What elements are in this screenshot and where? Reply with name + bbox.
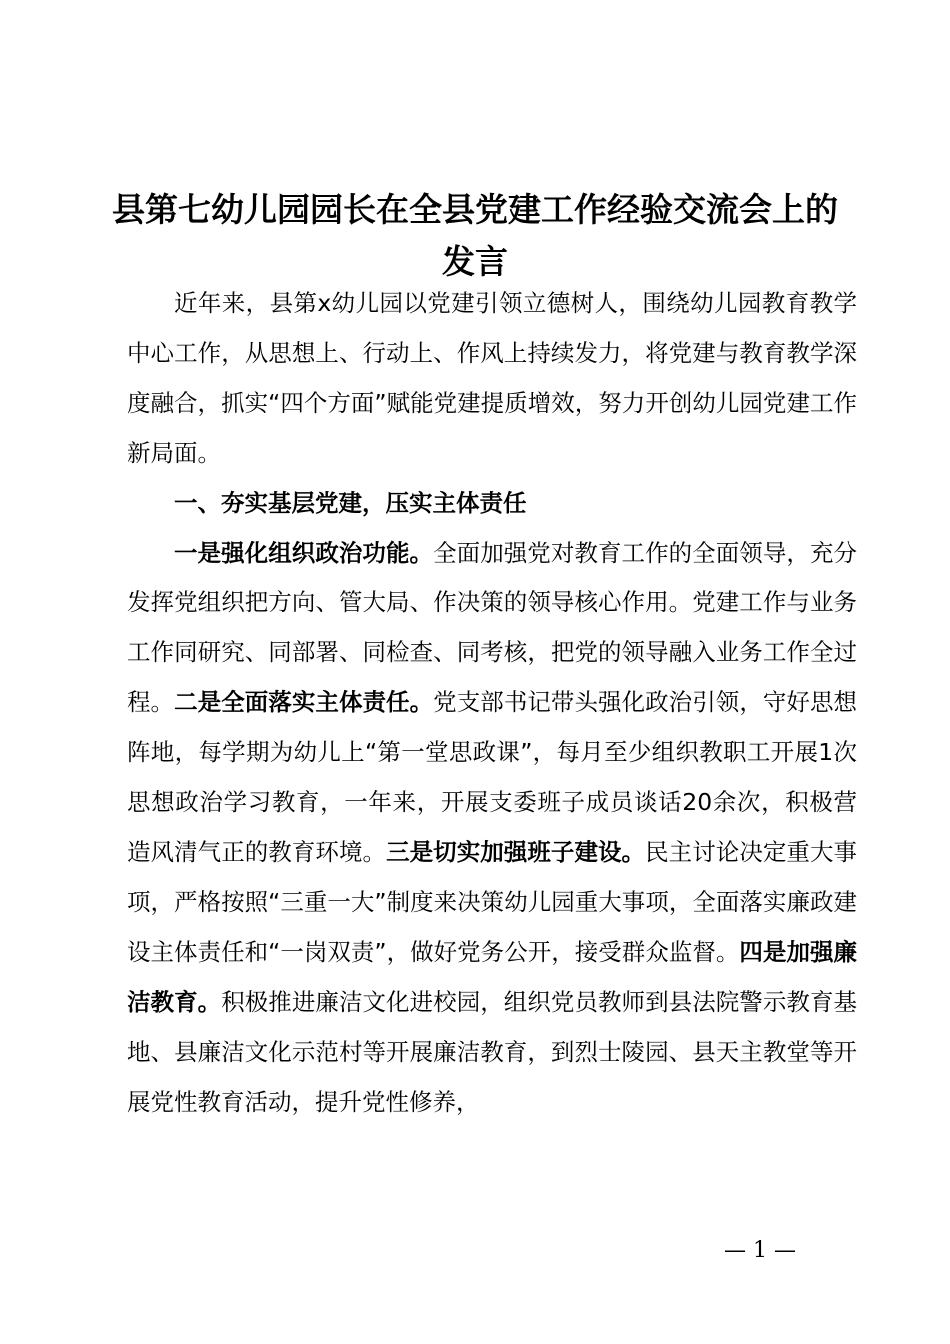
point-lead-3: 三是切实加强班子建设。 xyxy=(386,837,646,866)
intro-paragraph: 近年来，县第x幼儿园以党建引领立德树人，围绕幼儿园教育教学中心工作，从思想上、行动上、作风上持续发力，将党建与教育教学深度融合，抓实“四个方面”赋能党建提质增效，努力开创幼儿园党建工作新局面。 xyxy=(127,289,857,467)
point-text-4: 积极推进廉洁文化进校园，组织党员教师到县法院警示教育基地、县廉洁文化示范村等开展廉洁教育，到烈士陵园、县天主教堂等开展党性教育活动，提升党性修养， xyxy=(127,987,858,1116)
section-paragraph xyxy=(127,529,857,1128)
point-text-1: 全面加强党对教育工作的全面领导，充分发挥党组织把方向、管大局、作决策的领导核心作用。党建工作与业务工作同研究、同部署、同检查、同考核，把党的领导融入业务工作全过程。 xyxy=(127,538,858,717)
document-title: 县第七幼儿园园长在全县党建工作经验交流会上的发言 xyxy=(112,190,838,281)
point-text-2: 党支部书记带头强化政治引领，守好思想阵地，每学期为幼儿上“第一堂思政课”，每月至少组织教职工开展1次思想政治学习教育，一年来，开展支委班子成员谈话20余次，积极营造风清气正的教育环境。 xyxy=(127,688,858,866)
point-lead-2: 二是全面落实主体责任。 xyxy=(174,688,434,717)
point-text-3: 民主讨论决定重大事项，严格按照“三重一大”制度来决策幼儿园重大事项，全面落实廉政建设主体责任和“一岗双责”，做好党务公开，接受群众监督。 xyxy=(127,837,858,966)
page-number: — 1 — xyxy=(724,1238,796,1263)
document-body xyxy=(127,279,857,1127)
section-heading: 一、夯实基层党建，压实主体责任 xyxy=(174,488,527,517)
point-lead-1: 一是强化组织政治功能。 xyxy=(174,538,434,567)
point-lead-4: 四是加强廉洁教育。 xyxy=(127,937,857,1016)
